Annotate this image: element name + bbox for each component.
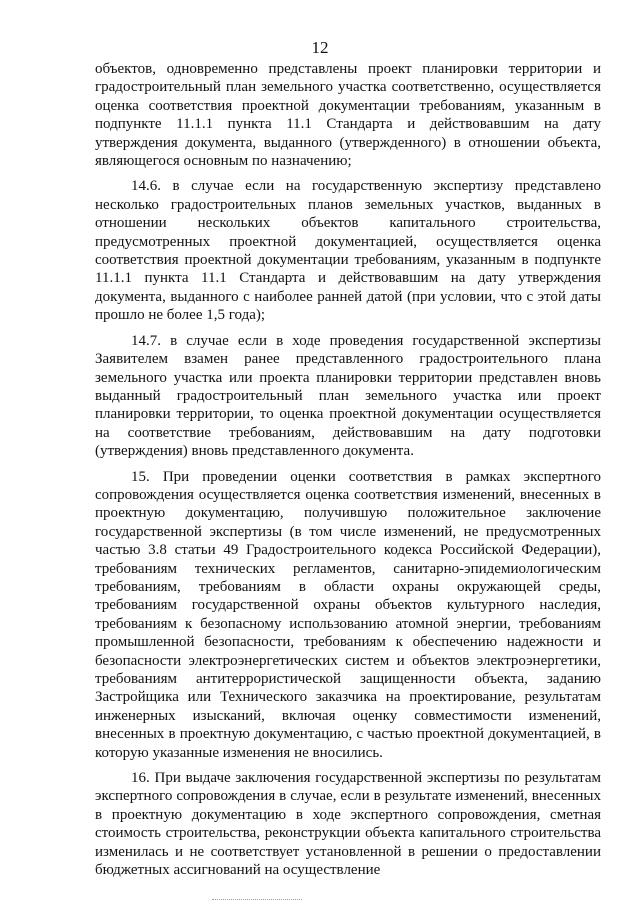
paragraph-clause-16: 16. При выдаче заключения государственной экспертизы по результатам экспертного сопровождения в случае, если в результате изменений, внесенных в проектную документацию в ходе экспертного сопровождения, сметная стоимость строительства, реконструкции объекта капитального строительства изменилась и не соответствует установленной в решении о предоставлении бюджетных ассигнований на осуществление [95, 770, 601, 879]
paragraph-clause-15: 15. При проведении оценки соответствия в рамках экспертного сопровождения осуществляется оценка соответствия изменений, внесенных в проектную документацию, получившую положительное заключение государственной экспертизы (в том числе изменений, не предусмотренных частью 3.8 статьи 49 Градостроительного кодекса Российской Федерации), требованиям технических регламентов, санитарно-эпидемиологическим требованиям, требованиям в области охраны окружающей среды, требованиям государственной охраны объектов культурного наследия, требованиям к безопасному использованию атомной энергии, требованиям промышленной безопасности, требованиям к обеспечению надежности и безопасности электроэнергетических систем и объектов электроэнергетики, требованиям антитеррористической защищенности объекта, заданию Застройщика или Технического заказчика на проектирование, результатам инженерных изысканий, включая оценку совместимости изменений, внесенных в проектную документацию, с частью проектной документацией, в которую указанные изменения не вносились. [95, 468, 601, 761]
paragraph-clause-14-6: 14.6. в случае если на государственную экспертизу представлено несколько градостроительных планов земельных участков, выданных в отношении нескольких объектов капитального строительства, предусмотренных проектной документацией, осуществляется оценка соответствия проектной документации требованиям, указанным в подпункте 11.1.1 пункта 11.1 Стандарта и действовавшим на дату утверждения документа, выданного с наиболее ранней датой (при условии, что с этой даты прошло не более 1,5 года); [95, 178, 601, 324]
paragraph-clause-14-7: 14.7. в случае если в ходе проведения государственной экспертизы Заявителем взамен ранее представленного градостроительного плана земельного участка или проекта планировки территории представлен вновь выданный градостроительный план земельного участка или проект планировки территории, то оценка проектной документации осуществляется на соответствие требованиям, действовавшим на дату подготовки (утверждения) вновь представленного документа. [95, 332, 601, 460]
document-body [95, 60, 601, 879]
scan-artifact-line [212, 899, 302, 900]
paragraph-continuation: объектов, одновременно представлены проект планировки территории и градостроительный план земельного участка соответственно, осуществляется оценка соответствия проектной документации требованиям, указанным в подпункте 11.1.1 пункта 11.1 Стандарта и действовавшим на дату утверждения документа, выданного (утвержденного) в отношении объекта, являющегося основным по назначению; [95, 61, 601, 170]
page-number: 12 [311, 38, 329, 57]
